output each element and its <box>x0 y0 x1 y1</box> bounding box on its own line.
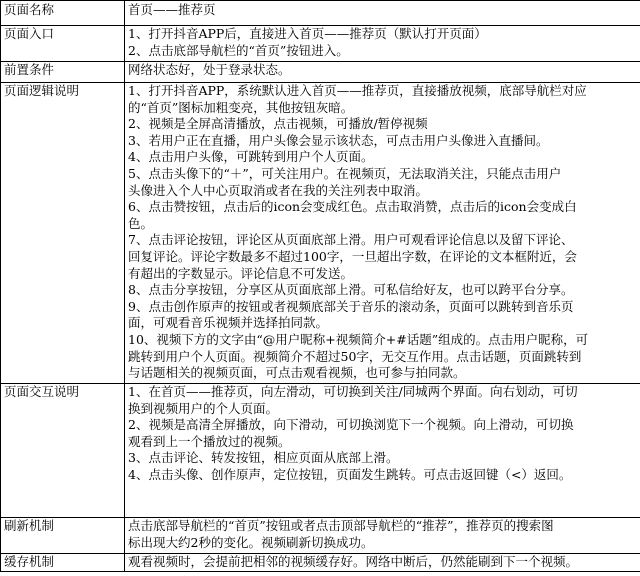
content-line: 面，可观看音乐视频并选择拍同款。 <box>128 315 329 331</box>
content-line: 有超出的字数显示。评论信息不可发送。 <box>128 265 354 281</box>
row-label: 页面逻辑说明 <box>1 83 125 384</box>
content-line: 观看到上一个播放过的视频。 <box>128 433 291 449</box>
row-label: 刷新机制 <box>1 518 125 554</box>
row-page-name <box>1 1 640 26</box>
row-label: 缓存机制 <box>1 554 125 572</box>
row-label: 页面名称 <box>1 1 125 26</box>
row-preconditions <box>1 62 640 83</box>
content-line: 2、点击底部导航栏的“首页”按钮进入。 <box>128 42 349 58</box>
content-line: 色。 <box>128 215 154 231</box>
content-line: 跳转到用户个人页面。视频简介不超过50字，无交互作用。点击话题，页面跳转到 <box>128 348 582 364</box>
row-label: 前置条件 <box>1 62 125 83</box>
content-line: 观看视频时，会提前把相邻的视频缓存好。网络中断后，仍然能刷到下一个视频。 <box>128 554 579 569</box>
content-line: 与话题相关的视频页面，可点击观看视频，也可参与拍同款。 <box>128 365 466 381</box>
row-page-entry <box>1 26 640 62</box>
content-line: 1、打开抖音APP后，直接进入首页——推荐页（默认打开页面） <box>128 26 487 41</box>
row-label: 页面交互说明 <box>1 384 125 518</box>
content-line: 1、在首页——推荐页，向左滑动，可切换到关注/同城两个界面。向右划动，可切 <box>128 384 578 399</box>
content-line: 网络状态好，处于登录状态。 <box>128 62 291 77</box>
row-content <box>125 518 640 554</box>
row-content <box>125 26 640 62</box>
content-line: 换到视频用户的个人页面。 <box>128 400 279 416</box>
content-line: 5、点击头像下的“＋”，可关注用户。在视频页，无法取消关注，只能点击用户 <box>128 165 562 181</box>
row-content <box>125 554 640 572</box>
content-line: 标出现大约2秒的变化。视频刷新切换成功。 <box>128 534 374 550</box>
row-label: 页面入口 <box>1 26 125 62</box>
row-refresh-mechanism <box>1 518 640 554</box>
row-content <box>125 384 640 518</box>
content-line: 1、打开抖音APP，系统默认进入首页——推荐页，直接播放视频，底部导航栏对应 <box>128 83 587 98</box>
content-line: 回复评论。评论字数最多不超过100字，一旦超出字数，在评论的文本框附近，会 <box>128 248 577 264</box>
content-line: 9、点击创作原声的按钮或者视频底部关于音乐的滚动条，页面可以跳转到音乐页 <box>128 298 574 314</box>
row-content <box>125 83 640 384</box>
content-line: 7、点击评论按钮，评论区从页面底部上滑。用户可观看评论信息以及留下评论、 <box>128 232 574 248</box>
content-line: 4、点击头像、创作原声，定位按钮，页面发生跳转。可点击返回键（<）返回。 <box>128 466 572 482</box>
content-line: 10、视频下方的文字由“@用户昵称+视频简介+#话题”组成的。点击用户昵称，可 <box>128 331 589 347</box>
row-content <box>125 1 640 26</box>
content-line: 2、视频是高清全屏播放，向下滑动，可切换浏览下一个视频。向上滑动，可切换 <box>128 417 574 433</box>
content-line: 点击底部导航栏的“首页”按钮或者点击顶部导航栏的“推荐”，推荐页的搜索图 <box>128 518 554 533</box>
content-line: 的“首页”图标加粗变亮，其他按钮灰暗。 <box>128 99 354 115</box>
content-line: 6、点击赞按钮，点击后的icon会变成红色。点击取消赞，点击后的icon会变成白 <box>128 199 577 215</box>
content-line: 首页——推荐页 <box>128 2 216 17</box>
row-cache-mechanism <box>1 554 640 572</box>
content-line: 头像进入个人中心页取消或者在我的关注列表中取消。 <box>128 182 429 198</box>
content-line: 3、若用户正在直播，用户头像会显示该状态，可点击用户头像进入直播间。 <box>128 132 549 148</box>
row-content <box>125 62 640 83</box>
row-page-logic <box>1 83 640 384</box>
content-line: 8、点击分享按钮，分享区从页面底部上滑。可私信给好友，也可以跨平台分享。 <box>128 282 574 298</box>
content-line: 3、点击评论、转发按钮，相应页面从底部上滑。 <box>128 450 399 466</box>
content-line: 4、点击用户头像，可跳转到用户个人页面。 <box>128 149 374 165</box>
content-line: 2、视频是全屏高清播放，点击视频，可播放/暂停视频 <box>128 116 428 132</box>
row-page-interaction <box>1 384 640 518</box>
